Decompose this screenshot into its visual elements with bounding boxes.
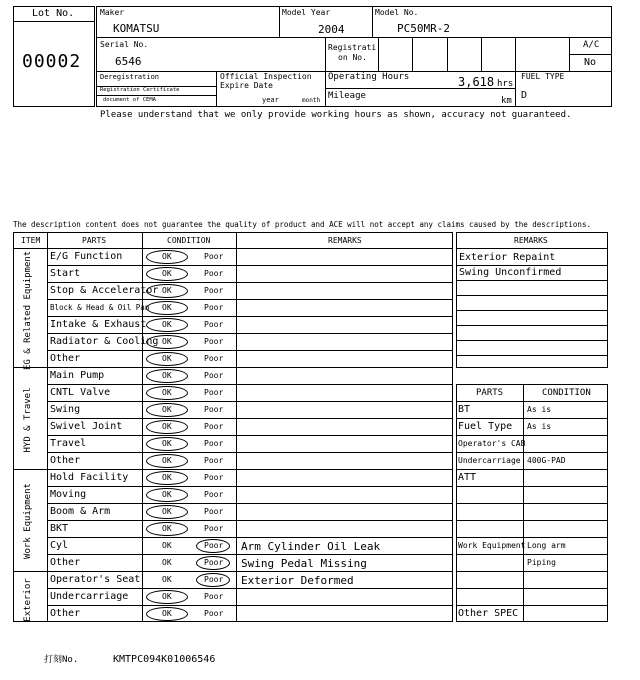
condition-ok: OK: [162, 286, 172, 295]
spec-header-parts: PARTS: [476, 388, 504, 398]
condition-ok: OK: [162, 337, 172, 346]
condition-poor: Poor: [204, 490, 224, 499]
table-row: [47, 367, 453, 384]
right-remark-item: Exterior Repaint: [459, 252, 556, 263]
mileage-label: Mileage: [328, 91, 366, 101]
model-year-label: Model Year: [282, 8, 331, 17]
month-label: month: [302, 97, 321, 104]
part-name: Moving: [50, 489, 87, 500]
condition-ok: OK: [162, 524, 172, 533]
condition-poor: Poor: [204, 354, 224, 363]
condition-ok: OK: [162, 320, 172, 329]
spec-condition: As is: [527, 422, 552, 431]
condition-ok: OK: [162, 473, 172, 482]
part-name: Operator's Seat: [50, 574, 141, 585]
part-name: CNTL Valve: [50, 387, 111, 398]
model-year-value: 2004: [318, 23, 345, 36]
spec-header-condition: CONDITION: [542, 388, 591, 398]
registration-label-1: Registrati: [328, 43, 377, 52]
spec-part: BT: [458, 404, 471, 415]
condition-poor: Poor: [204, 388, 224, 397]
condition-poor: Poor: [204, 269, 224, 278]
spec-part: Fuel Type: [458, 421, 513, 432]
table-row: [47, 452, 453, 469]
registration-label-2: on No.: [338, 53, 367, 62]
part-name: Swing: [50, 404, 81, 415]
km-unit: km: [501, 96, 512, 106]
column-header-remarks: REMARKS: [328, 236, 362, 245]
condition-ok: OK: [162, 592, 172, 601]
table-row: [47, 435, 453, 452]
condition-ok: OK: [162, 490, 172, 499]
table-row: [47, 605, 453, 622]
table-row: [47, 520, 453, 537]
ac-label: A/C: [583, 40, 600, 50]
condition-poor: Poor: [204, 541, 224, 550]
cema-document-label: document of CEMA: [103, 97, 156, 103]
condition-poor: Poor: [204, 405, 224, 414]
condition-poor: Poor: [204, 507, 224, 516]
group-label-hyd-travel: HYD & Travel: [23, 387, 33, 453]
condition-ok: OK: [162, 371, 172, 380]
maker-label: Maker: [100, 8, 125, 17]
table-row: [47, 333, 453, 350]
condition-poor: Poor: [204, 473, 224, 482]
part-name: E/G Function: [50, 251, 123, 262]
column-header-parts: PARTS: [82, 236, 107, 245]
operating-hours-value: 3,618: [458, 75, 495, 89]
condition-ok: OK: [162, 405, 172, 414]
table-row: [47, 469, 453, 486]
ac-value: No: [584, 57, 597, 68]
spec-condition: Long arm: [527, 541, 566, 550]
part-name: Start: [50, 268, 81, 279]
condition-poor: Poor: [204, 422, 224, 431]
table-row: [47, 248, 453, 265]
part-name: Block & Head & Oil Pan: [50, 303, 150, 312]
spec-condition: As is: [527, 405, 552, 414]
part-name: Other: [50, 455, 81, 466]
part-name: Travel: [50, 438, 87, 449]
year-label: year: [262, 96, 279, 104]
condition-ok: OK: [162, 541, 172, 550]
table-row: [47, 384, 453, 401]
condition-poor: Poor: [204, 303, 224, 312]
group-label-eg-related: EG & Related Equipment: [23, 250, 33, 370]
spec-part: ATT: [458, 472, 477, 483]
table-row: [47, 571, 453, 588]
lot-no-label: Lot No.: [32, 8, 75, 19]
part-name: Intake & Exhaust: [50, 319, 147, 330]
group-label-exterior: Exterior: [23, 578, 33, 622]
condition-ok: OK: [162, 558, 172, 567]
disclaimer-text: The description content does not guarantee the quality of product and ACE will not accept any claims caused by the descriptions.: [13, 220, 591, 229]
part-name: Radiator & Cooling: [50, 336, 159, 347]
maker-value: KOMATSU: [113, 22, 160, 35]
part-name: Hold Facility: [50, 472, 129, 483]
condition-ok: OK: [162, 456, 172, 465]
condition-poor: Poor: [204, 558, 224, 567]
table-row: [47, 537, 453, 554]
condition-ok: OK: [162, 354, 172, 363]
fuel-type-value: D: [521, 90, 528, 101]
condition-poor: Poor: [204, 592, 224, 601]
deregistration-label: Deregistration: [100, 73, 160, 81]
registration-certificate-label: Registration Certificate: [100, 87, 180, 93]
part-name: Other: [50, 557, 81, 568]
operating-hours-label: Operating Hours: [328, 72, 410, 82]
inspection-label-2: Expire Date: [220, 81, 273, 90]
condition-poor: Poor: [204, 439, 224, 448]
model-no-label: Model No.: [375, 8, 419, 17]
table-row: [47, 486, 453, 503]
stamp-no-label: 打刻No.: [44, 655, 79, 665]
spec-part: Work Equipment: [458, 541, 526, 550]
part-name: BKT: [50, 523, 69, 534]
part-name: Other: [50, 608, 81, 619]
spec-part: Operator's CAB: [458, 439, 526, 448]
serial-no-value: 6546: [115, 55, 142, 68]
condition-ok: OK: [162, 575, 172, 584]
remark-text: Arm Cylinder Oil Leak: [241, 540, 381, 553]
condition-ok: OK: [162, 609, 172, 618]
hours-accuracy-note: Please understand that we only provide working hours as shown, accuracy not guaranteed.: [100, 110, 572, 120]
part-name: Swivel Joint: [50, 421, 123, 432]
model-no-value: PC50MR-2: [397, 22, 450, 35]
table-row: [47, 350, 453, 367]
table-row: [47, 316, 453, 333]
table-row: [47, 401, 453, 418]
remark-text: Exterior Deformed: [241, 574, 354, 587]
hrs-unit: hrs: [497, 79, 514, 89]
condition-poor: Poor: [204, 337, 224, 346]
table-row: [47, 588, 453, 605]
table-row: [47, 282, 453, 299]
condition-ok: OK: [162, 439, 172, 448]
inspection-label-1: Official Inspection: [220, 72, 312, 81]
condition-ok: OK: [162, 388, 172, 397]
table-row: [47, 265, 453, 282]
spec-part: Undercarriage: [458, 456, 521, 465]
remark-text: Swing Pedal Missing: [241, 557, 367, 570]
condition-poor: Poor: [204, 371, 224, 380]
part-name: Stop & Accelerator: [50, 285, 159, 296]
right-remark-item: Swing Unconfirmed: [459, 267, 562, 278]
spec-part: Other SPEC: [458, 608, 519, 619]
spec-condition: Piping: [527, 558, 556, 567]
part-name: Main Pump: [50, 370, 105, 381]
condition-poor: Poor: [204, 575, 224, 584]
part-name: Cyl: [50, 540, 69, 551]
column-header-condition: CONDITION: [167, 236, 211, 245]
condition-poor: Poor: [204, 286, 224, 295]
part-name: Other: [50, 353, 81, 364]
part-name: Boom & Arm: [50, 506, 111, 517]
condition-ok: OK: [162, 269, 172, 278]
serial-no-label: Serial No.: [100, 40, 149, 49]
condition-poor: Poor: [204, 252, 224, 261]
condition-poor: Poor: [204, 320, 224, 329]
group-label-work-equipment: Work Equipment: [23, 483, 33, 559]
part-name: Undercarriage: [50, 591, 129, 602]
condition-ok: OK: [162, 507, 172, 516]
table-row: [47, 503, 453, 520]
condition-ok: OK: [162, 303, 172, 312]
column-header-item: ITEM: [21, 236, 41, 245]
condition-ok: OK: [162, 252, 172, 261]
fuel-type-label: FUEL TYPE: [521, 72, 565, 81]
stamp-no-value: KMTPC094K01006546: [113, 654, 216, 665]
spec-condition: 400G-PAD: [527, 456, 566, 465]
right-remarks-title: REMARKS: [514, 236, 548, 245]
lot-number: 00002: [22, 51, 82, 72]
condition-poor: Poor: [204, 524, 224, 533]
condition-poor: Poor: [204, 456, 224, 465]
condition-ok: OK: [162, 422, 172, 431]
table-row: [47, 299, 453, 316]
table-row: [47, 554, 453, 571]
condition-poor: Poor: [204, 609, 224, 618]
table-row: [47, 418, 453, 435]
